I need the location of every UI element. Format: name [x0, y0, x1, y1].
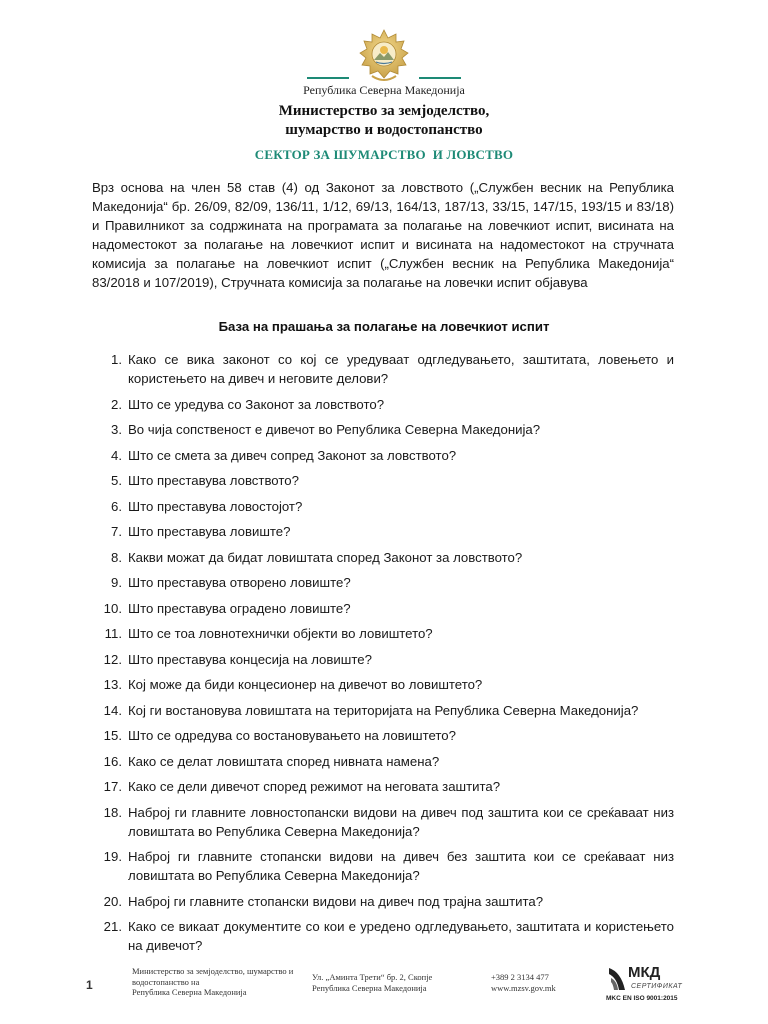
question-item: [92, 497, 674, 516]
footer-ministry-line2: водостопанство на: [132, 976, 200, 987]
question-number: 21.: [103, 919, 122, 934]
question-text: Што преставува ловството?: [128, 473, 299, 488]
ministry-name-line1: Министерство за земјоделство,: [278, 103, 490, 119]
question-item: [92, 420, 674, 439]
footer-phone: +389 2 3134 477: [491, 972, 549, 982]
certificate-iso: MKC EN ISO 9001:2015: [606, 995, 678, 1002]
question-text: Што преставува отворено ловиште?: [128, 575, 351, 590]
question-number: 3.: [111, 422, 122, 437]
question-item: [92, 752, 674, 771]
ministry-name-line2: шумарство и водостопанство: [285, 122, 483, 138]
sector-name: СЕКТОР ЗА ШУМАРСТВО И ЛОВСТВО: [254, 147, 514, 162]
question-number: 9.: [111, 575, 122, 590]
question-text: Како се делат ловиштата според нивната намена?: [128, 753, 440, 769]
question-item: [92, 847, 674, 885]
question-number: 15.: [103, 728, 122, 743]
question-item: [92, 624, 674, 643]
question-number: 16.: [103, 753, 122, 769]
question-item: [92, 573, 674, 592]
question-text: Наброј ги главните стопански видови на дивеч без заштита кои се среќаваат низ ловиштата во Република Северна Македонија?: [128, 849, 674, 883]
page-number: 1: [86, 978, 93, 992]
footer-address: [312, 972, 472, 993]
footer-ministry-line1: Министерство за земјоделство, шумарство и: [132, 966, 294, 976]
question-item: [92, 599, 674, 618]
question-text: Како се викаат документите со кои е уредено одгледувањето, заштитата и користењето на дивечот?: [128, 919, 674, 953]
question-number: 1.: [111, 352, 122, 367]
question-number: 14.: [103, 702, 122, 718]
question-item: [92, 446, 674, 465]
certificate-name: МКД: [628, 964, 661, 981]
question-item: [92, 701, 674, 720]
question-text: Како се дели дивечот според режимот на неговата заштита?: [128, 779, 501, 794]
question-item: [92, 726, 674, 745]
question-text: Што преставува оградено ловиште?: [128, 600, 351, 616]
coat-of-arms-icon: [358, 28, 410, 86]
question-item: [92, 803, 674, 841]
question-number: 20.: [103, 893, 122, 909]
question-number: 17.: [103, 779, 122, 794]
footer-ministry: [132, 966, 307, 998]
question-item: [92, 471, 674, 490]
intro-paragraph: Врз основа на член 58 став (4) од Законот за ловството („Службен весник на Република Македонија“ бр. 26/09, 82/09, 136/11, 1/12, 69/13, 164/13, 187/13, 33/15, 147/15, 193/15 и 83/18) и Правилникот за содржината на програмата за полагање на ловечкиот испит, висината на надоместокот за полагање на ловечкиот испит и висината на надоместокот на стручната комисија за полагање на ловечкиот испит („Службен весник на Република Македонија“ 83/2018 и 107/2019), Стручната комисија за полагање на ловечки испит објавува: [92, 180, 674, 290]
question-number: 2.: [111, 396, 122, 412]
question-number: 10.: [103, 600, 122, 616]
question-item: [92, 675, 674, 694]
question-text: Што се одредува со востановувањето на ловиштето?: [128, 728, 456, 743]
question-item: [92, 548, 674, 567]
question-item: [92, 777, 674, 796]
question-text: Што преставува ловостојот?: [128, 498, 303, 514]
question-text: Како се вика законот со кој се уредуваат одгледувањето, заштитата, ловењето и користењето на дивеч и неговите делови?: [128, 352, 674, 386]
question-text: Какви можат да бидат ловиштата според Законот за ловството?: [128, 549, 523, 565]
question-number: 4.: [111, 447, 122, 463]
document-title: База на прашања за полагање на ловечкиот испит: [218, 319, 550, 334]
question-item: [92, 892, 674, 911]
question-number: 18.: [103, 804, 122, 820]
question-text: Што се уредува со Законот за ловството?: [128, 396, 385, 412]
question-text: Што се тоа ловнотехнички објекти во ловиштето?: [128, 626, 433, 641]
footer-ministry-line3: Република Северна Македонија: [132, 987, 247, 997]
footer-website[interactable]: www.mzsv.gov.mk: [491, 982, 556, 993]
footer-contact: [491, 972, 591, 993]
header-divider-left: [307, 77, 349, 79]
certificate-logo-icon: [607, 964, 629, 994]
question-number: 6.: [111, 498, 122, 514]
header-divider-right: [419, 77, 461, 79]
questions-list: [92, 350, 674, 962]
question-number: 5.: [111, 473, 122, 488]
question-item: [92, 650, 674, 669]
question-number: 13.: [103, 677, 122, 692]
question-number: 7.: [111, 524, 122, 539]
question-text: Што се смета за дивеч сопред Законот за ловството?: [128, 447, 457, 463]
question-text: Што преставува ловиште?: [128, 524, 291, 539]
question-text: Во чија сопственост е дивечот во Република Северна Македонија?: [128, 422, 541, 437]
question-text: Кој може да биди концесионер на дивечот во ловиштето?: [128, 677, 483, 692]
question-item: [92, 350, 674, 388]
question-item: [92, 395, 674, 414]
question-number: 8.: [111, 549, 122, 565]
footer-address-line2: Република Северна Македонија: [312, 982, 427, 993]
question-text: Наброј ги главните ловностопански видови на дивеч под заштита кои се среќаваат низ ловиштата во Република Северна Македонија?: [128, 804, 674, 839]
certificate-subtitle: СЕРТИФИКАТ: [631, 983, 683, 990]
ministry-name: [0, 102, 768, 140]
question-text: Што преставува концесија на ловиште?: [128, 651, 372, 667]
question-item: [92, 522, 674, 541]
question-text: Наброј ги главните стопански видови на дивеч под трајна заштита?: [128, 893, 544, 909]
question-text: Кој ги востановува ловиштата на територијата на Република Северна Македонија?: [128, 702, 639, 718]
question-number: 19.: [103, 849, 122, 864]
question-number: 11.: [104, 626, 122, 641]
republic-name: Република Северна Македонија: [303, 83, 465, 97]
question-number: 12.: [103, 651, 122, 667]
footer-address-line1: Ул. „Аминта Трети“ бр. 2, Скопје: [312, 972, 433, 982]
question-item: [92, 917, 674, 955]
